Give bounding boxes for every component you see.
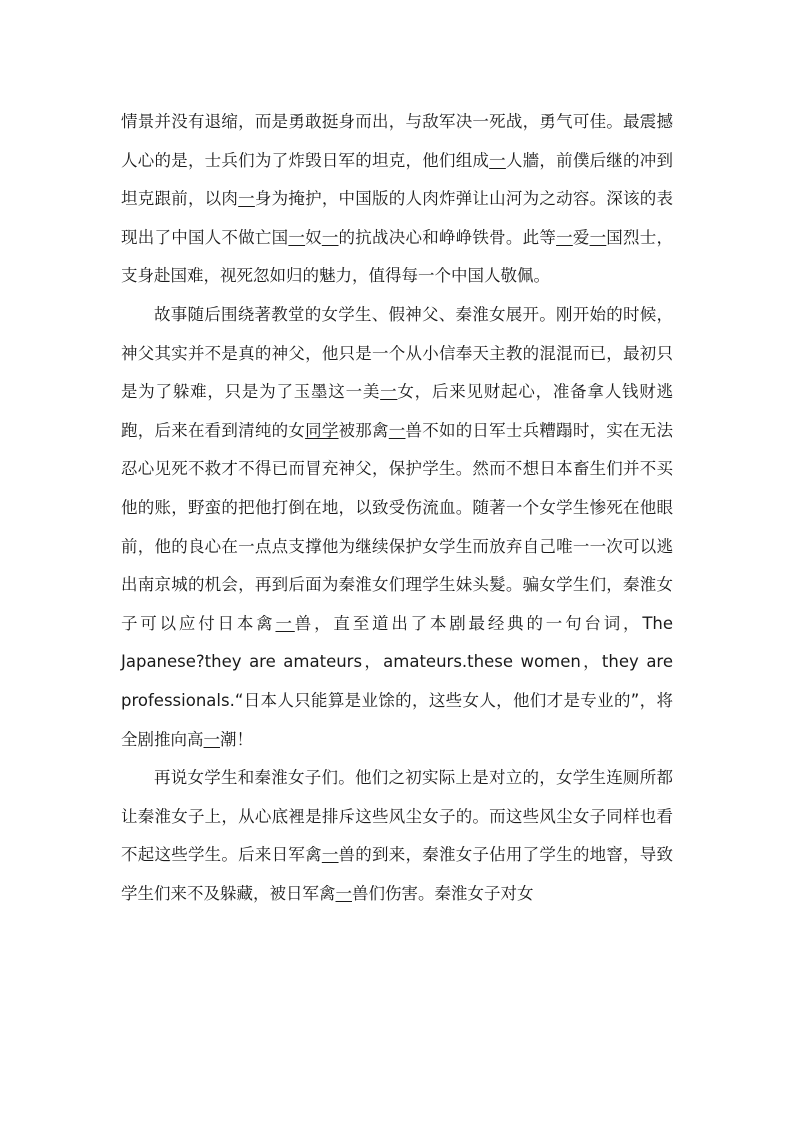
underlined-text: 一 xyxy=(489,150,506,170)
underlined-text: 一 xyxy=(203,729,220,749)
paragraph xyxy=(121,759,673,913)
document-body xyxy=(121,103,673,913)
underlined-text: 一 xyxy=(321,845,339,865)
underlined-text: 一 xyxy=(556,227,573,247)
underlined-text: 同学 xyxy=(305,420,339,440)
text-run: 的抗战决心和峥峥铁骨。此等 xyxy=(338,227,557,247)
text-run: 再说女学生和秦淮女子们。他们之初实际上是对立的，女学生连厕所都让秦淮女子上，从心底裡是排斥这些风尘女子的。而这些风尘女子同样也看不起这些学生。后来日军禽 xyxy=(121,768,673,865)
paragraph xyxy=(121,296,673,759)
text-run: 兽的到来，秦淮女子佔用了学生的地窨，导致学生们来不及躲藏，被日军禽 xyxy=(121,845,673,903)
underlined-text: 一 xyxy=(288,227,306,247)
underlined-text: 一 xyxy=(321,227,339,247)
text-run: 兽不如的日军士兵糟蹋时，实在无法忍心见死不救才不得已而冒充神父，保护学生。然而不想日本畜生们并不买他的账，野蛮的把他打倒在地，以致受伤流血。随著一个女学生惨死在他眼前，他的良心在一点点支撑他为继续保护女学生而放弃自己唯一一次可以逃出南京城的机会，再到后面为秦淮女们理学生妹头髮。骗女学生们，秦淮女子可以应付日本禽 xyxy=(121,420,673,633)
text-run: 国烈士，支身赴国难，视死忽如归的魅力，值得每一个中国人敬佩。 xyxy=(121,227,673,286)
underlined-text: 一 xyxy=(380,382,398,402)
underlined-text: 一 xyxy=(335,883,352,903)
text-run: 兽们伤害。秦淮女子对女 xyxy=(352,883,534,903)
paragraph xyxy=(121,103,673,296)
text-run: 兽，直至道出了本剧最经典的一句台词，The Japanese?they are amateurs，amateurs.these women，they are professionals.“日本人只能算是业馀的，这些女人，他们才是专业的”，将全剧推向高 xyxy=(121,613,674,749)
text-run: 奴 xyxy=(305,227,322,247)
text-run: 人牆，前僕后继的冲到坦克跟前，以肉 xyxy=(121,150,673,209)
text-run: 故事随后围绕著教堂的女学生、假神父、秦淮女展开。刚开始的时候，神父其实并不是真的神父，他只是一个从小信奉天主教的混混而已，最初只是为了躲难，只是为了玉墨这一美 xyxy=(121,304,673,402)
text-run: 情景并没有退缩，而是勇敢挺身而出，与敌军决一死战，勇气可佳。最震撼人心的是，士兵们为了炸毁日军的坦克，他们组成 xyxy=(121,112,673,170)
underlined-text: 一 xyxy=(589,227,607,247)
text-run: 身为掩护，中国版的人肉炸弹让山河为之动容。深该的表现出了中国人不做亡国 xyxy=(121,189,673,247)
underlined-text: 一 xyxy=(238,189,255,209)
text-run: 被那禽 xyxy=(338,420,389,440)
text-run: 潮！ xyxy=(220,729,253,749)
text-run: 女，后来见财起心，准备拿人钱财逃跑，后来在看到清纯的女 xyxy=(121,382,674,440)
underlined-text: 一 xyxy=(388,420,406,440)
text-run: 爱 xyxy=(572,227,590,247)
underlined-text: 一 xyxy=(275,613,295,633)
